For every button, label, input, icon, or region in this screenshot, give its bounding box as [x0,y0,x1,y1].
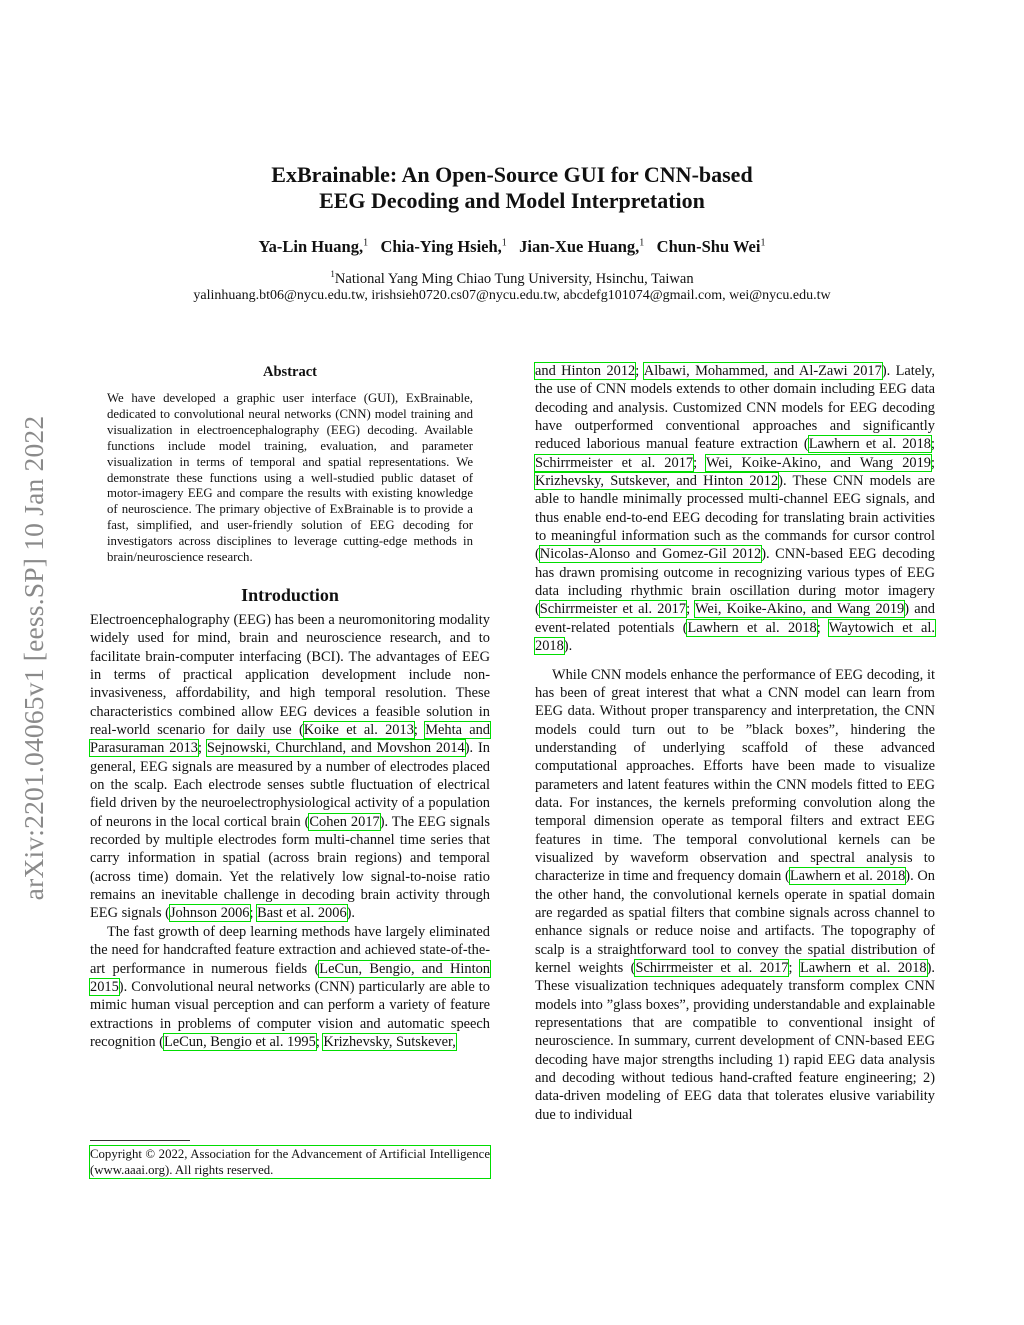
text-run: ). [563,638,573,655]
text-run: ). [346,905,356,922]
citation-link[interactable]: Cohen 2017 [309,813,380,830]
affiliation [0,269,1024,288]
citation-link[interactable]: Nicolas-Alonso and Gomez-Gil 2012 [539,546,762,563]
paragraph [535,666,935,1125]
text-run: ) and event-related potentials ( [535,601,935,636]
abstract-heading: Abstract [263,364,317,380]
text-run: ; [816,619,829,636]
affiliation-mark: 1 [330,269,335,279]
footnote-rule [90,1140,190,1141]
citation-link[interactable]: Koike et al. 2013 [303,722,414,739]
author-emails: yalinhuang.bt06@nycu.edu.tw, irishsieh0720.cs07@nycu.edu.tw, abcdefg101074@gmail.com, wei@nycu.edu.tw [193,288,831,303]
author-affiliation-mark: 1 [639,237,645,249]
author-name: Jian-Xue Huang, [519,237,640,256]
citation-link[interactable]: Lawhern et al. 2018 [789,868,906,885]
text-run: ; [931,454,935,471]
author-list [0,237,1024,257]
text-run: The fast growth of deep learning methods have largely eliminated the need for handcrafted feature extraction and achieved state-of-the-art performance in numerous fields ( [90,923,490,977]
left-column [90,362,490,1051]
citation-link[interactable]: Lawhern et al. 2018 [687,619,817,636]
author-affiliation-mark: 1 [760,237,766,249]
text-run: While CNN models enhance the performance of EEG decoding, it has been of great interest that what a CNN model can learn from EEG data. Without proper transparency and interpretation, the CNN models could turn out to be ”black boxes”, hindering the understanding of underlying scaffold of these advanced computational approaches. Efforts have been made to visualize parameters and latent features within the CNN models fitted to EEG data. For instances, the kernels preforming convolution along the temporal dimension operate as temporal filters and extract EEG features in time. The temporal convolutional kernels can be visualized by waveform observation and spectral analysis to characterize in time and frequency domain ( [535,666,935,885]
author-name: Chun-Shu Wei [656,237,761,256]
paragraph [535,362,935,656]
text-run: ; [686,601,695,618]
citation-link[interactable]: Bast et al. 2006 [257,905,347,922]
citation-link[interactable]: Schirrmeister et al. 2017 [539,601,687,618]
citation-link[interactable]: Krizhevsky, Sutskever, and Hinton 2012 [535,473,779,490]
paragraph [90,611,490,923]
text-run: ; [315,1033,324,1050]
author-affiliation-mark: 1 [363,237,369,249]
citation-link[interactable]: and Hinton 2012 [535,363,636,379]
citation-link[interactable]: Lawhern et al. 2018 [808,436,931,453]
paper-title-line-2: EEG Decoding and Model Interpretation [319,188,705,213]
text-run: Electroencephalography (EEG) has been a neuromonitoring modality widely used for mind, brain and neuroscience research, and to facilitate brain-computer interfacing (BCI). The advantages of EEG in terms of practical application development include non-invasiveness, affordability, and high temporal resolution. These characteristics combined allow EEG devices a feasible solution in real-world scenario for daily use ( [90,611,490,739]
paragraph [90,923,490,1051]
arxiv-id: arXiv:2201.04065v1 [eess.SP] 10 Jan 2022 [18,415,49,901]
citation-link[interactable]: LeCun, Bengio, and Hinton 2015 [90,960,490,995]
citation-link[interactable]: Mehta and Parasuraman 2013 [90,722,490,757]
text-run: ; [693,454,706,471]
text-run: ). The EEG signals recorded by multiple electrodes form multi-channel time series that carry information in spatial (across brain regions) and temporal (across time) domain. Yet the relatively low signal-to-noise ratio remains an inevitable challenge in decoding brain activity through EEG signals ( [90,813,491,922]
citation-link[interactable]: LeCun, Bengio et al. 1995 [163,1033,316,1050]
citation-link[interactable]: Albawi, Mohammed, and Al-Zawi 2017 [643,363,882,379]
paper-title-line-1: ExBrainable: An Open-Source GUI for CNN-based [271,162,753,187]
text-run: ; [635,363,644,379]
citation-link[interactable]: Waytowich et al. 2018 [535,619,935,655]
text-run: ). On the other hand, the convolutional kernels operate in spatial domain are regarded as spatial filters that combine signals across channel to enhance signals or reduce noise and artifacts. The topography of scalp is a straightforward tool to convey the spatial distribution of kernel weights ( [535,868,935,976]
citation-link[interactable]: Schirrmeister et al. 2017 [635,960,789,976]
text-run: ; [413,722,426,739]
author-name: Chia-Ying Hsieh, [380,237,502,256]
author-name: Ya-Lin Huang, [258,237,364,256]
text-run: ). These visualization techniques adequately transform complex CNN models into ”glass boxes”, providing understandable and explainable representations that are compatible to conventional insight of neuroscience. In summary, current development of CNN-based EEG decoding have major strengths including 1) rapid EEG data analysis and decoding without tedious hand-crafted feature engineering; 2) data-driven modeling of EEG data that tolerates elusive variability due to individual [535,960,935,1123]
right-column [535,362,935,1124]
citation-link[interactable]: Sejnowski, Churchland, and Movshon 2014 [206,740,465,757]
text-run: ; [930,436,935,453]
text-run: ; [198,740,207,757]
citation-link[interactable]: Wei, Koike-Akino, and Wang 2019 [705,454,931,471]
text-run: ; [249,905,258,922]
text-run: ). CNN-based EEG decoding has drawn promising outcome in recognizing various types of EEG data including rhythmic brain oscillation during motor imagery ( [535,546,935,618]
text-run: ). Convolutional neural networks (CNN) particularly are able to mimic human visual perception and can perform a variety of feature extractions in problems of computer vision and automatic speech recognition ( [90,978,490,1050]
citation-link[interactable]: Schirrmeister et al. 2017 [535,454,694,471]
citation-link[interactable]: Wei, Koike-Akino, and Wang 2019 [695,601,905,618]
text-run: ). These CNN models are able to handle minimally processed multi-channel EEG signals, and thus enable end-to-end EEG decoding for translating brain activities to meaningful information such as the commands for cursor control ( [535,473,936,563]
author-affiliation-mark: 1 [501,237,507,249]
text-run: ; [788,960,800,976]
abstract-text: We have developed a graphic user interface (GUI), ExBrainable, dedicated to convolutional neural networks (CNN) model training and visualization in electroencephalography (EEG) decoding. Available functions include model training, evaluation, and parameter visualization in terms of temporal and spatial representations. We demonstrate these functions using a well-studied public dataset of motor-imagery EEG and compare the results with existing knowledge of neuroscience. The primary objective of ExBrainable is to provide a fast, simplified, and user-friendly solution of EEG decoding for investigators across disciplines to leverage cutting-edge methods in brain/neuroscience research. [107,391,473,565]
citation-link[interactable]: Krizhevsky, Sutskever, [323,1033,456,1050]
affiliation-text: National Yang Ming Chiao Tung University, Hsinchu, Taiwan [334,270,694,287]
copyright-footnote[interactable]: Copyright © 2022, Association for the Advancement of Artificial Intelligence (www.aaai.org). All rights reserved. [90,1147,490,1177]
text-run: ). In general, EEG signals are measured by a number of electrodes placed on the scalp. Each electrode senses subtle fluctuation of electrical field driven by the neuroelectrophysiological activity of a population of neurons in the local cortical brain ( [90,740,490,830]
citation-link[interactable]: Lawhern et al. 2018 [799,960,927,976]
citation-link[interactable]: Johnson 2006 [169,905,250,922]
text-run: ). Lately, the use of CNN models extends to other domain including EEG data decoding and analysis. Customized CNN models for EEG decoding have outperformed conventional approaches and significantly reduced laborious manual feature extraction ( [535,363,935,453]
introduction-heading: Introduction [241,584,339,605]
